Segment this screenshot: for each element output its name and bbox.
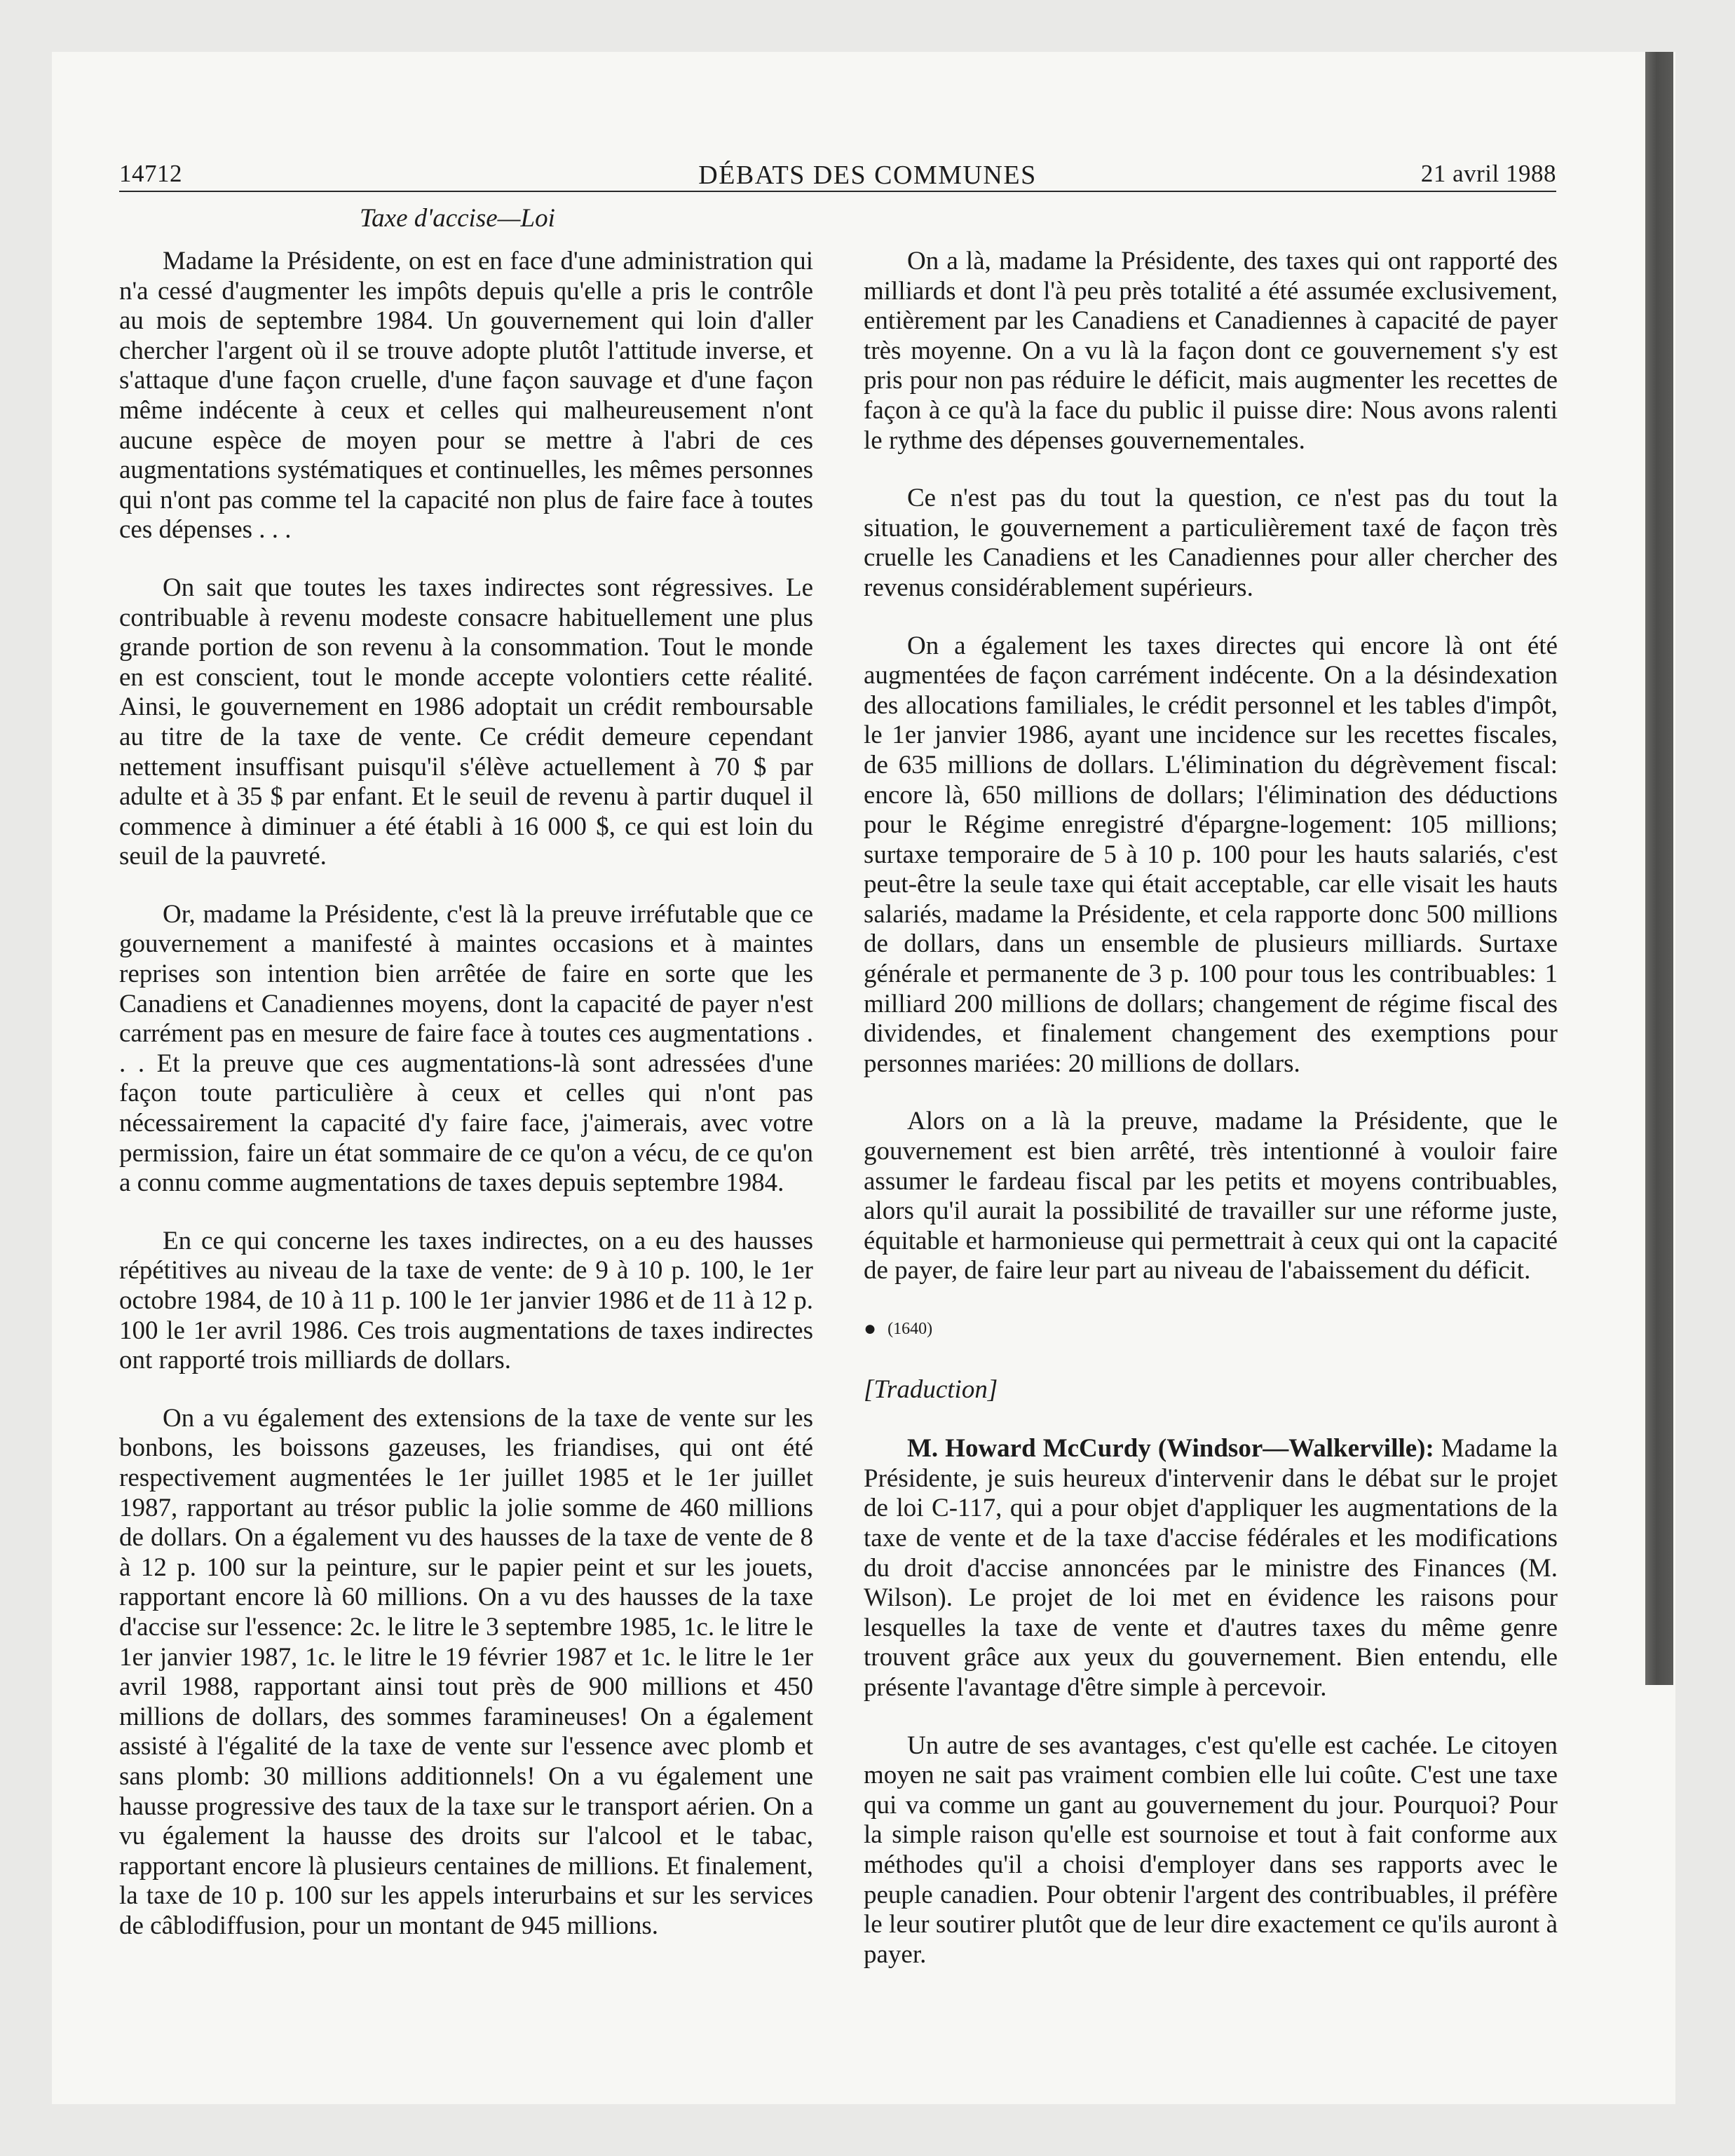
paragraph: Madame la Présidente, on est en face d'une administration qui n'a cessé d'augmenter les impôts depuis qu'elle a pris le contrôle au mois de septembre 1984. Un gouvernement qui loin d'aller chercher l'argent où il se trouve adopte plutôt l'attitude inverse, et s'attaque d'une façon cruelle, d'une façon sauvage et d'une façon même indécente à ceux et celles qui malheureusement n'ont aucune espèce de moyen pour se mettre à l'abri de ces augmentations systématiques et continuelles, les mêmes personnes qui n'ont pas comme tel la capacité non plus de faire face à toutes ces dépenses . . . (119, 247, 813, 545)
speaker-name: M. Howard McCurdy (Windsor—Walkerville): (907, 1434, 1434, 1464)
paragraph: On a là, madame la Présidente, des taxes qui ont rapporté des milliards et dont l'à peu près totalité a été assumée exclusivement, entièrement par les Canadiens et Canadiennes à capacité de payer très moyenne. On a vu là la façon dont ce gouvernement s'y est pris pour non pas réduire le déficit, mais augmenter les recettes de façon à ce qu'à la face du public il puisse dire: Nous avons ralenti le rythme des dépenses gouvernementales. (864, 247, 1558, 455)
speaker-text: Madame la Présidente, je suis heureux d'intervenir dans le débat sur le projet de loi C-117, qui a pour objet d'appliquer les augmentations de la taxe de vente et de la taxe d'accise fédérales et les modifications du droit d'accise annoncées par le ministre des Finances (M. Wilson). Le projet de loi met en évidence les raisons pour lesquelles la taxe de vente et d'autres taxes du même genre trouvent grâce aux yeux du gouvernement. Bien entendu, elle présente l'avantage d'être simple à percevoir. (864, 1434, 1558, 1702)
paragraph: On a vu également des extensions de la taxe de vente sur les bonbons, les boissons gazeuses, les friandises, qui ont été respectivement augmentées le 1er juillet 1985 et le 1er juillet 1987, rapportant au trésor public la jolie somme de 460 millions de dollars. On a également vu des hausses de la taxe de vente de 8 à 12 p. 100 sur la peinture, sur le papier peint et sur les jouets, rapportant encore là 60 millions. On a vu des hausses de la taxe d'accise sur l'essence: 2c. le litre le 3 septembre 1985, 1c. le litre le 1er janvier 1987, 1c. le litre le 19 février 1987 et 1c. le litre le 1er avril 1988, rapportant ainsi tout près de 900 millions et 450 millions de dollars, des sommes faramineuses! On a également assisté à l'égalité de la taxe de vente sur l'essence avec plomb et sans plomb: 30 millions additionnels! On a vu également une hausse progressive des taux de la taxe sur le transport aérien. On a vu également la hausse des droits sur l'alcool et le tabac, rapportant encore là plusieurs centaines de millions. Et finalement, la taxe de 10 p. 100 sur les appels interurbains et sur les services de câblodiffusion, pour un montant de 945 millions. (119, 1403, 813, 1940)
paragraph: On sait que toutes les taxes indirectes sont régressives. Le contribuable à revenu modeste consacre habituellement une plus grande portion de son revenu à la consommation. Tout le monde en est conscient, tout le monde accepte volontiers cette réalité. Ainsi, le gouvernement en 1986 adoptait un crédit remboursable au titre de la taxe de vente. Ce crédit demeure cependant nettement insuffisant puisqu'il s'élève actuellement à 70 $ par adulte et à 35 $ par enfant. Et le seuil de revenu à partir duquel il commence à diminuer a été établi à 16 000 $, ce qui est loin du seuil de la pauvreté. (119, 573, 813, 871)
header-rule (119, 191, 1556, 192)
page-date: 21 avril 1988 (1420, 160, 1556, 187)
time-marker (864, 1314, 1558, 1344)
scan-edge-bar (1645, 52, 1673, 1685)
page-number: 14712 (119, 160, 182, 187)
paragraph: En ce qui concerne les taxes indirectes, on a eu des hausses répétitives au niveau de la taxe de vente: de 9 à 10 p. 100, le 1er octobre 1984, de 10 à 11 p. 100 le 1er janvier 1986 et de 11 à 12 p. 100 le 1er avril 1986. Ces trois augmentations de taxes indirectes ont rapporté trois milliards de dollars. (119, 1226, 813, 1375)
right-column (864, 247, 1558, 1998)
section-subtitle: Taxe d'accise—Loi (360, 204, 555, 233)
left-column (119, 247, 813, 1969)
time-marker-label: (1640) (887, 1320, 933, 1338)
paragraph: On a également les taxes directes qui encore là ont été augmentées de façon carrément indécente. On a la désindexation des allocations familiales, le crédit personnel et les tables d'impôt, le 1er janvier 1986, ayant une incidence sur les recettes fiscales, de 635 millions de dollars. L'élimination du dégrèvement fiscal: encore là, 650 millions de dollars; l'élimination des déductions pour le Régime enregistré d'épargne-logement: 105 millions; surtaxe temporaire de 5 à 10 p. 100 pour les hauts salariés, c'est peut-être la seule taxe qui était acceptable, car elle visait les hauts salariés, madame la Présidente, et cela rapporte donc 500 millions de dollars, dans un ensemble de plusieurs milliards. Surtaxe générale et permanente de 3 p. 100 pour tous les contribuables: 1 milliard 200 millions de dollars; changement de régime fiscal des dividendes, et finalement changement des exemptions pour personnes mariées: 20 millions de dollars. (864, 631, 1558, 1078)
paragraph: Alors on a là la preuve, madame la Présidente, que le gouvernement est bien arrêté, très intentionné à vouloir faire assumer le fardeau fiscal par les petits et moyens contribuables, alors qu'il aurait la possibilité de travailler sur une réforme juste, équitable et harmonieuse qui permettrait à ceux qui ont la capacité de payer, de faire leur part au niveau de l'abaissement du déficit. (864, 1107, 1558, 1285)
journal-title: DÉBATS DES COMMUNES (698, 161, 1037, 190)
paragraph: Un autre de ses avantages, c'est qu'elle est cachée. Le citoyen moyen ne sait pas vraiment combien elle lui coûte. C'est une taxe qui va comme un gant au gouvernement du jour. Pourquoi? Pour la simple raison qu'elle est sournoise et tout à fait conforme aux méthodes qu'il a choisi d'employer dans ses rapports avec le peuple canadien. Pour obtenir l'argent des contribuables, il préfère le leur soutirer plutôt que de leur dire exactement ce qu'ils auront à payer. (864, 1731, 1558, 1969)
translation-tag: [Traduction] (864, 1374, 998, 1404)
speaker-paragraph (864, 1434, 1558, 1703)
paragraph: Or, madame la Présidente, c'est là la preuve irréfutable que ce gouvernement a manifesté à maintes occasions et à maintes reprises son intention bien arrêtée de faire en sorte que les Canadiens et Canadiennes moyens, dont la capacité de payer n'est carrément pas en mesure de faire face à toutes ces augmentations . . . Et la preuve que ces augmentations-là sont adressées d'une façon toute particulière à ceux et celles qui n'ont pas nécessairement la capacité d'y faire face, j'aimerais, avec votre permission, faire un état sommaire de ce qu'on a vécu, de ce qu'on a connu comme augmentations de taxes depuis septembre 1984. (119, 899, 813, 1198)
paragraph: Ce n'est pas du tout la question, ce n'est pas du tout la situation, le gouvernement a particulièrement taxé de façon très cruelle les Canadiens et les Canadiennes pour aller chercher des revenus considérablement supérieurs. (864, 484, 1558, 602)
bullet-icon: ● (864, 1317, 877, 1341)
